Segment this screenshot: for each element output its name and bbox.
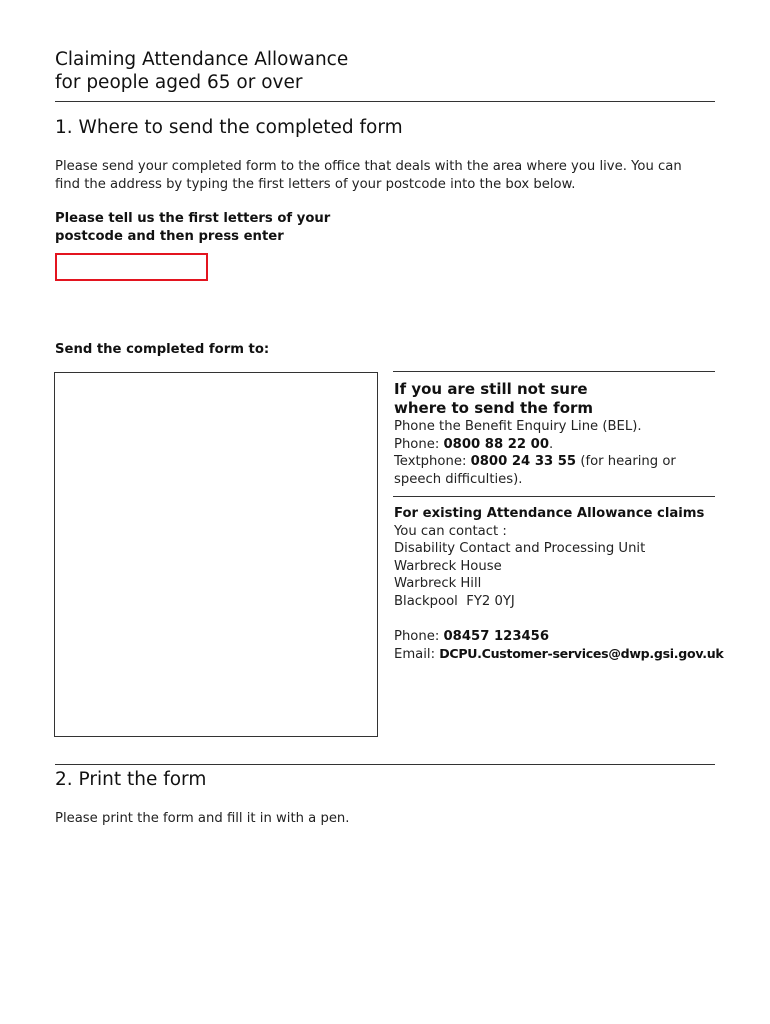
page-title-line1: Claiming Attendance Allowance (55, 49, 349, 70)
unsure-panel (394, 380, 716, 488)
dcpu-phone-label: Phone: (394, 628, 444, 644)
bel-textphone-number: 0800 24 33 55 (470, 454, 577, 470)
dcpu-address-line3: Warbreck Hill (394, 576, 482, 592)
dcpu-email-address: DCPU.Customer-services@dwp.gsi.gov.uk (439, 646, 724, 662)
send-to-label: Send the completed form to: (55, 342, 270, 357)
existing-heading: For existing Attendance Allowance claims (394, 506, 705, 521)
unsure-heading-line1: If you are still not sure (394, 380, 588, 398)
dcpu-email (394, 645, 724, 664)
section2-divider (55, 764, 715, 765)
address-output-box (54, 372, 378, 737)
dcpu-phone-number: 08457 123456 (443, 628, 550, 644)
section2-text: Please print the form and fill it in with a pen. (55, 811, 350, 826)
unsure-heading-line2: where to send the form (394, 399, 594, 417)
postcode-input[interactable] (55, 253, 208, 281)
bel-textphone-note: speech difficulties). (394, 471, 523, 487)
bel-phone-label: Phone: (394, 436, 444, 452)
page-title (55, 48, 348, 94)
existing-claims-panel (394, 505, 724, 664)
dcpu-address-line4: Blackpool FY2 0YJ (394, 593, 515, 609)
unsure-divider (393, 371, 715, 372)
bel-textphone-label: Textphone: (394, 454, 471, 470)
dcpu-address-line1: Disability Contact and Processing Unit (394, 541, 646, 557)
section2-heading: 2. Print the form (55, 769, 207, 790)
section1-intro-line1: Please send your completed form to the office that deals with the area where you live. You can (55, 159, 682, 174)
dcpu-phone (394, 628, 716, 646)
bel-intro: Phone the Benefit Enquiry Line (BEL). (394, 419, 642, 434)
existing-contact-intro: You can contact : (394, 523, 507, 539)
page-title-line2: for people aged 65 or over (55, 72, 303, 93)
title-divider (55, 101, 715, 102)
dcpu-email-label: Email: (394, 647, 440, 663)
bel-phone-number: 0800 88 22 00 (443, 436, 550, 452)
bel-phone-suffix: . (549, 436, 554, 452)
existing-divider (393, 496, 715, 497)
postcode-prompt-line2: postcode and then press enter (55, 229, 284, 244)
bel-textphone-suffix: (for hearing or (576, 454, 676, 470)
section1-intro (55, 158, 682, 194)
unsure-heading (394, 380, 716, 418)
bel-textphone (394, 453, 716, 471)
postcode-prompt-line1: Please tell us the first letters of your (55, 211, 331, 226)
postcode-prompt (55, 210, 330, 246)
section1-intro-line2: find the address by typing the first letters of your postcode into the box below. (55, 177, 576, 192)
bel-phone (394, 436, 716, 454)
dcpu-address-line2: Warbreck House (394, 558, 502, 574)
section1-heading: 1. Where to send the completed form (55, 117, 403, 138)
